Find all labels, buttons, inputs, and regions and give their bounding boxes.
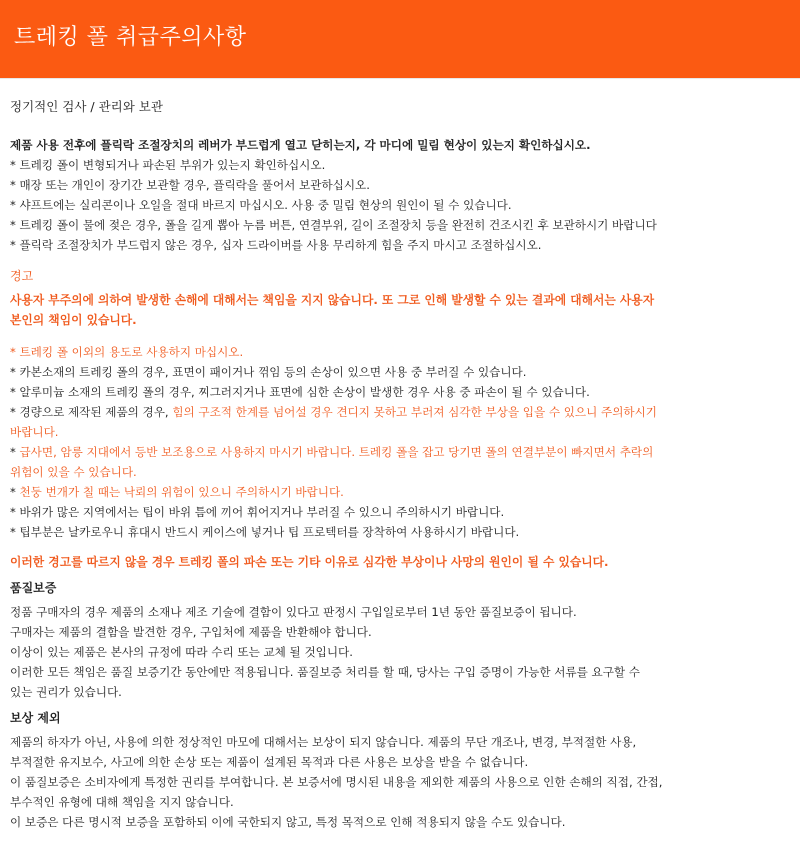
page-header [0, 0, 800, 79]
warning-lead-line2: 본인의 책임이 있습니다. [10, 313, 137, 327]
warning-item [10, 482, 788, 502]
warning-item-highlight: 위험이 있을 수 있습니다. [10, 465, 137, 479]
warning-item-highlight: 힘의 구조적 한계를 넘어설 경우 견디지 못하고 부러져 심각한 부상을 입을 수 있으니 주의하시기 [172, 405, 658, 419]
exclusion-line: 부적절한 유지보수, 사고에 의한 손상 또는 제품이 설계된 목적과 다른 사용은 보상을 받을 수 없습니다. [10, 755, 529, 769]
exclusion-title: 보상 제외 [10, 711, 61, 725]
warranty-line: 이러한 모든 책임은 품질 보증기간 동안에만 적용됩니다. 품질보증 처리를 할 때, 당사는 구입 증명이 가능한 서류를 요구할 수 [10, 665, 641, 679]
inspection-lead: 제품 사용 전후에 플릭락 조절장치의 레버가 부드럽게 열고 닫히는지, 각 마디에 밀림 현상이 있는지 확인하십시오. [10, 138, 591, 152]
page-title: 트레킹 폴 취급주의사항 [14, 25, 247, 50]
warning-lead-line1: 사용자 부주의에 의하여 발생한 손해에 대해서는 책임을 지지 않습니다. 또 그로 인해 발생할 수 있는 결과에 대해서는 사용자 [10, 293, 655, 307]
exclusion-line: 제품의 하자가 아닌, 사용에 의한 정상적인 마모에 대해서는 보상이 되지 않습니다. 제품의 무단 개조나, 변경, 부적절한 사용, [10, 735, 637, 749]
warning-item: * 팁부분은 날카로우니 휴대시 반드시 케이스에 넣거나 팁 프로텍터를 장착하여 사용하시기 바랍니다. [10, 525, 520, 539]
warning-item-text: * 경량으로 제작된 제품의 경우, [10, 405, 173, 419]
warning-item: * 바위가 많은 지역에서는 팁이 바위 틈에 끼어 휘어지거나 부러질 수 있으니 주의하시기 바랍니다. [10, 505, 505, 519]
warning-item: * 알루미늄 소재의 트레킹 폴의 경우, 찌그러지거나 표면에 심한 손상이 발생한 경우 사용 중 파손이 될 수 있습니다. [10, 385, 590, 399]
warranty-title: 품질보증 [10, 581, 57, 595]
warning-title: 경고 [10, 269, 34, 283]
warning-item: * 카본소재의 트레킹 폴의 경우, 표면이 패이거나 꺾임 등의 손상이 있으면 사용 중 부러질 수 있습니다. [10, 365, 527, 379]
warranty-line: 이상이 있는 제품은 본사의 규정에 따라 수리 또는 교체 될 것입니다. [10, 645, 353, 659]
inspection-item: * 트레킹 폴이 물에 젖은 경우, 폴을 길게 뽑아 누름 버튼, 연결부위, 길이 조절장치 등을 완전히 건조시킨 후 보관하시기 바랍니다 [10, 218, 657, 232]
warning-item: * 트레킹 폴 이외의 용도로 사용하지 마십시오. [10, 345, 244, 359]
inspection-item: * 트레킹 폴이 변형되거나 파손된 부위가 있는지 확인하십시오. [10, 158, 326, 172]
warning-lead [10, 290, 788, 330]
warranty-line: 있는 권리가 있습니다. [10, 685, 122, 699]
warning-item [10, 442, 788, 482]
inspection-item: * 샤프트에는 실리콘이나 오일을 절대 바르지 마십시오. 사용 중 밀림 현상의 원인이 될 수 있습니다. [10, 198, 512, 212]
bullet-star: * [10, 485, 20, 499]
warranty-line: 정품 구매자의 경우 제품의 소재나 제조 기술에 결함이 있다고 판정시 구입일로부터 1년 동안 품질보증이 됩니다. [10, 605, 577, 619]
warning-item-highlight: 천둥 번개가 칠 때는 낙뢰의 위험이 있으니 주의하시기 바랍니다. [19, 485, 344, 499]
warning-item-highlight: 급사면, 암릉 지대에서 등반 보조용으로 사용하지 마시기 바랍니다. 트레킹 폴을 잡고 당기면 폴의 연결부분이 빠지면서 추락의 [19, 445, 654, 459]
content [0, 79, 800, 832]
bullet-star: * [10, 445, 20, 459]
inspection-item: * 매장 또는 개인이 장기간 보관할 경우, 플릭락을 풀어서 보관하십시오. [10, 178, 370, 192]
exclusion-line: 부수적인 유형에 대해 책임을 지지 않습니다. [10, 795, 234, 809]
exclusion-line: 이 보증은 다른 명시적 보증을 포함하되 이에 국한되지 않고, 특정 목적으로 인해 적용되지 않을 수도 있습니다. [10, 815, 566, 829]
warning-final: 이러한 경고를 따르지 않을 경우 트레킹 폴의 파손 또는 기타 이유로 심각한 부상이나 사망의 원인이 될 수 있습니다. [10, 555, 609, 569]
inspection-title: 정기적인 검사 / 관리와 보관 [10, 99, 163, 114]
warning-item-highlight: 바랍니다. [10, 425, 59, 439]
warranty-line: 구매자는 제품의 결함을 발견한 경우, 구입처에 제품을 반환해야 합니다. [10, 625, 372, 639]
warning-item [10, 402, 788, 442]
exclusion-line: 이 품질보증은 소비자에게 특정한 권리를 부여합니다. 본 보증서에 명시된 내용을 제외한 제품의 사용으로 인한 손해의 직접, 간접, [10, 775, 663, 789]
inspection-item: * 플릭락 조절장치가 부드럽지 않은 경우, 십자 드라이버를 사용 무리하게 힘을 주지 마시고 조절하십시오. [10, 238, 542, 252]
